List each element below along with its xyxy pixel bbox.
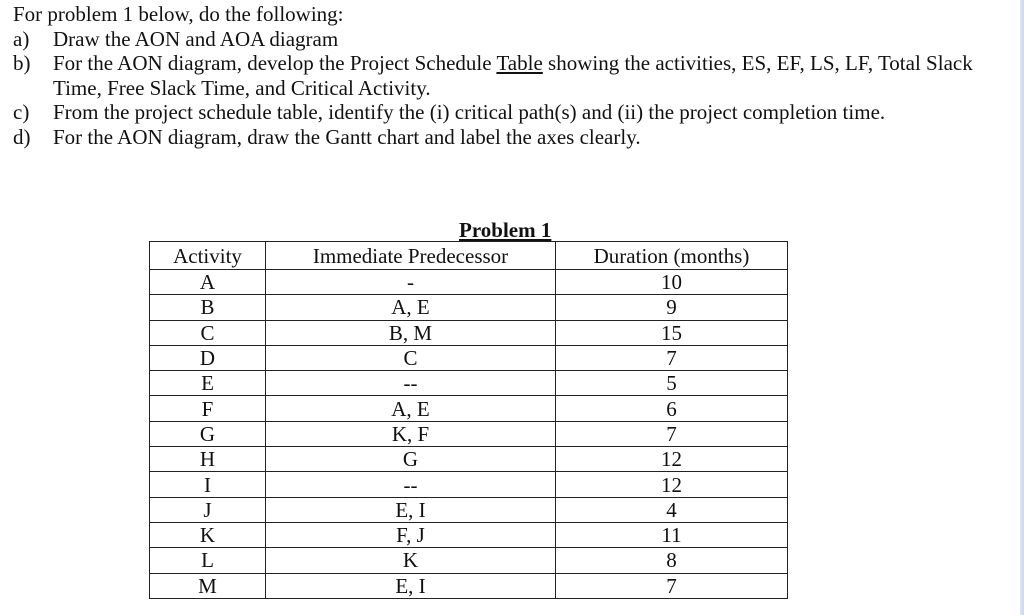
cell-duration: 7 <box>556 345 788 370</box>
cell-activity: E <box>150 371 266 396</box>
table-header-row <box>150 242 788 270</box>
item-text-underlined: Table <box>496 51 543 75</box>
cell-predecessor: -- <box>266 472 556 497</box>
instructions-intro: For problem 1 below, do the following: <box>13 2 344 26</box>
cell-predecessor: K <box>266 548 556 573</box>
cell-activity: I <box>150 472 266 497</box>
cell-duration: 7 <box>556 421 788 446</box>
cell-activity: G <box>150 421 266 446</box>
instructions <box>13 2 1018 149</box>
instruction-item-d <box>13 125 1018 150</box>
cell-activity: L <box>150 548 266 573</box>
cell-activity: K <box>150 522 266 547</box>
instruction-item-a <box>13 27 1018 52</box>
cell-predecessor: E, I <box>266 497 556 522</box>
cell-activity: F <box>150 396 266 421</box>
cell-duration: 4 <box>556 497 788 522</box>
table-row <box>150 548 788 573</box>
cell-duration: 9 <box>556 295 788 320</box>
cell-duration: 8 <box>556 548 788 573</box>
cell-predecessor: - <box>266 270 556 295</box>
table-row <box>150 270 788 295</box>
cell-predecessor: G <box>266 447 556 472</box>
item-letter: b) <box>13 51 31 75</box>
cell-duration: 10 <box>556 270 788 295</box>
cell-duration: 15 <box>556 320 788 345</box>
cell-predecessor: E, I <box>266 573 556 598</box>
cell-activity: H <box>150 447 266 472</box>
cell-activity: M <box>150 573 266 598</box>
item-text-after: showing the activities, ES, EF, LS, LF, Total Slack Time, Free Slack Time, and Critical Activity. <box>53 51 973 100</box>
item-letter: c) <box>13 100 30 124</box>
schedule-body <box>150 270 788 599</box>
cell-predecessor: B, M <box>266 320 556 345</box>
table-row <box>150 345 788 370</box>
problem-title: Problem 1 <box>459 218 552 242</box>
item-letter: a) <box>13 26 30 51</box>
cell-duration: 12 <box>556 472 788 497</box>
cell-predecessor: -- <box>266 371 556 396</box>
table-row <box>150 396 788 421</box>
cell-predecessor: C <box>266 345 556 370</box>
table-row <box>150 421 788 446</box>
table-row <box>150 371 788 396</box>
item-text <box>53 51 1018 100</box>
schedule-table <box>149 241 788 599</box>
table-row <box>150 497 788 522</box>
header-activity: Activity <box>150 242 266 270</box>
table-row <box>150 522 788 547</box>
cell-duration: 11 <box>556 522 788 547</box>
cell-predecessor: A, E <box>266 295 556 320</box>
instruction-item-b <box>13 51 1018 100</box>
cell-predecessor: A, E <box>266 396 556 421</box>
instruction-item-c <box>13 100 1018 125</box>
cell-predecessor: F, J <box>266 522 556 547</box>
table-row <box>150 472 788 497</box>
cell-activity: J <box>150 497 266 522</box>
cell-duration: 6 <box>556 396 788 421</box>
cell-predecessor: K, F <box>266 421 556 446</box>
table-row <box>150 573 788 598</box>
cell-activity: D <box>150 345 266 370</box>
table-row <box>150 295 788 320</box>
item-text: Draw the AON and AOA diagram <box>53 26 339 51</box>
cell-activity: A <box>150 270 266 295</box>
item-text-before: For the AON diagram, develop the Project Schedule <box>53 51 497 75</box>
item-letter: d) <box>13 124 31 149</box>
cell-activity: C <box>150 320 266 345</box>
cell-duration: 5 <box>556 371 788 396</box>
cell-duration: 12 <box>556 447 788 472</box>
window-edge <box>1020 0 1024 615</box>
cell-activity: B <box>150 295 266 320</box>
item-text: For the AON diagram, draw the Gantt chart and label the axes clearly. <box>53 124 641 149</box>
item-text: From the project schedule table, identify the (i) critical path(s) and (ii) the project completion time. <box>53 100 886 124</box>
header-predecessor: Immediate Predecessor <box>266 242 556 270</box>
table-row <box>150 320 788 345</box>
cell-duration: 7 <box>556 573 788 598</box>
table-row <box>150 447 788 472</box>
header-duration: Duration (months) <box>556 242 788 270</box>
